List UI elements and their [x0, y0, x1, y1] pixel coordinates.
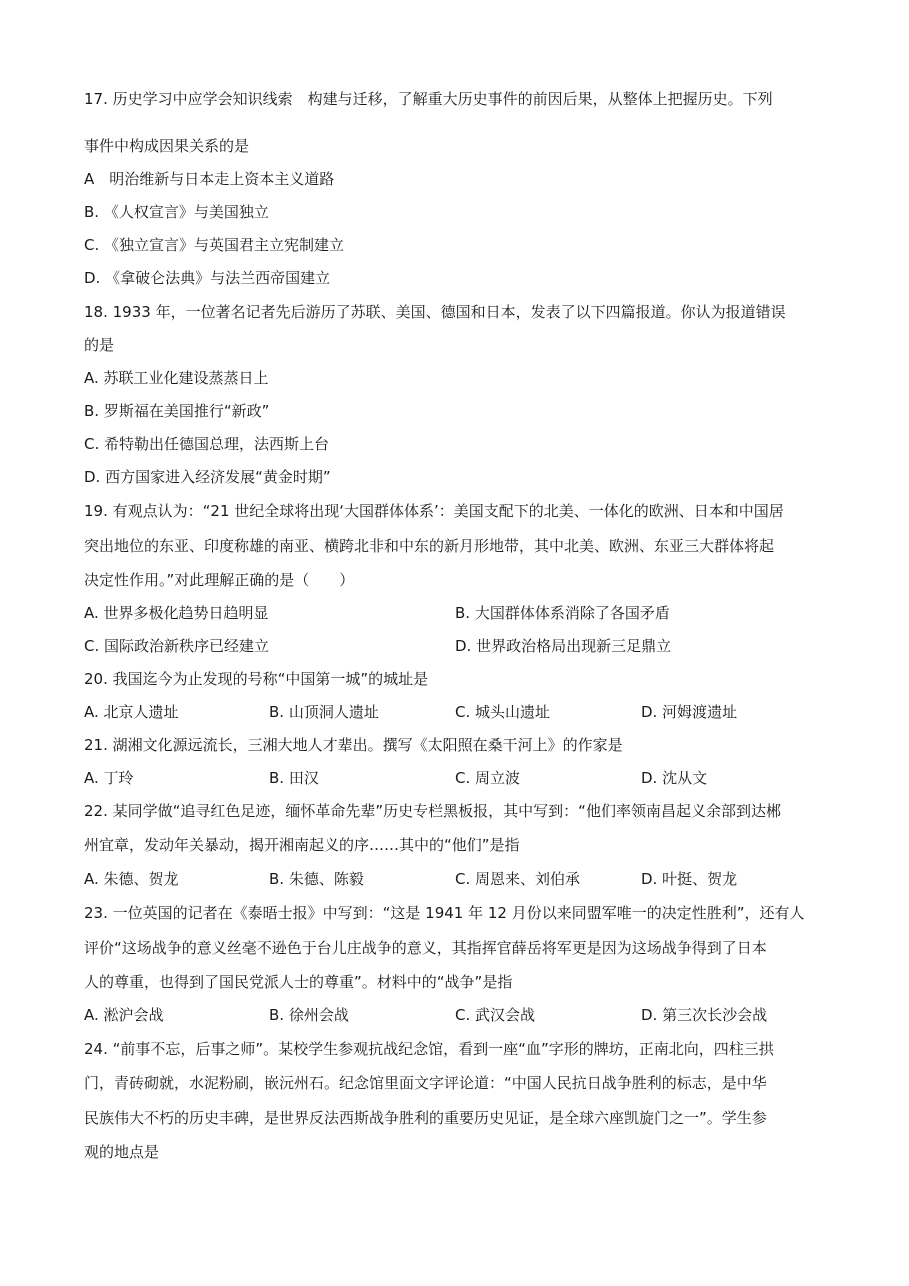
question-18-option-c: C. 希特勒出任德国总理，法西斯上台 [84, 435, 330, 453]
question-23-option-b: B. 徐州会战 [269, 1006, 349, 1024]
question-17-line-1: 17. 历史学习中应学会知识线索 构建与迁移，了解重大历史事件的前因后果，从整体上把握历史。下列 [84, 90, 773, 108]
question-22-option-b: B. 朱德、陈毅 [269, 870, 364, 888]
question-20-option-d: D. 河姆渡遗址 [641, 703, 738, 721]
question-18-line-1: 18. 1933 年，一位著名记者先后游历了苏联、美国、德国和日本，发表了以下四篇报道。你认为报道错误 [84, 303, 786, 321]
question-19-option-c: C. 国际政治新秩序已经建立 [84, 637, 270, 655]
question-21-option-d: D. 沈从文 [641, 769, 708, 787]
question-18-option-a: A. 苏联工业化建设蒸蒸日上 [84, 369, 269, 387]
question-19-line-2: 突出地位的东亚、印度称雄的南亚、横跨北非和中东的新月形地带，其中北美、欧洲、东亚三大群体将起 [84, 537, 775, 555]
question-22-option-a: A. 朱德、贺龙 [84, 870, 179, 888]
question-18-option-d: D. 西方国家进入经济发展“黄金时期” [84, 468, 331, 486]
question-21-option-a: A. 丁玲 [84, 769, 134, 787]
question-23-option-d: D. 第三次长沙会战 [641, 1006, 768, 1024]
question-17-option-d: D. 《拿破仑法典》与法兰西帝国建立 [84, 269, 331, 287]
question-24-line-1: 24. “前事不忘，后事之师”。某校学生参观抗战纪念馆，看到一座“血”字形的牌坊，正南北向，四柱三拱 [84, 1040, 774, 1058]
question-23-line-1: 23. 一位英国的记者在《泰晤士报》中写到：“这是 1941 年 12 月份以来同盟军唯一的决定性胜利”，还有人 [84, 904, 805, 922]
question-17-option-a: A 明治维新与日本走上资本主义道路 [84, 170, 335, 188]
question-23-option-c: C. 武汉会战 [455, 1006, 536, 1024]
question-24-line-3: 民族伟大不朽的历史丰碑，是世界反法西斯战争胜利的重要历史见证，是全球六座凯旋门之一”。学生参 [84, 1109, 767, 1127]
question-19-line-1: 19. 有观点认为：“21 世纪全球将出现‘大国群体体系’：美国支配下的北美、一体化的欧洲、日本和中国居 [84, 502, 784, 520]
question-19-line-3: 决定性作用。”对此理解正确的是（ ） [84, 571, 355, 589]
question-19-option-d: D. 世界政治格局出现新三足鼎立 [455, 637, 672, 655]
question-21-option-c: C. 周立波 [455, 769, 521, 787]
question-22-option-d: D. 叶挺、贺龙 [641, 870, 738, 888]
question-23-line-3: 人的尊重，也得到了国民党派人士的尊重”。材料中的“战争”是指 [84, 973, 513, 991]
question-23-line-2: 评价“这场战争的意义丝毫不逊色于台儿庄战争的意义，其指挥官薛岳将军更是因为这场战争得到了日本 [84, 939, 767, 957]
question-22-line-2: 州宜章，发动年关暴动，揭开湘南起义的序……其中的“他们”是指 [84, 836, 520, 854]
question-23-option-a: A. 淞沪会战 [84, 1006, 164, 1024]
question-24-line-2: 门，青砖砌就，水泥粉刷，嵌沅州石。纪念馆里面文字评论道：“中国人民抗日战争胜利的标志，是中华 [84, 1074, 767, 1092]
question-17-line-2: 事件中构成因果关系的是 [84, 137, 250, 155]
question-18-option-b: B. 罗斯福在美国推行“新政” [84, 402, 270, 420]
question-22-line-1: 22. 某同学做“追寻红色足迹，缅怀革命先辈”历史专栏黑板报，其中写到：“他们率领南昌起义余部到达郴 [84, 802, 781, 820]
question-24-line-4: 观的地点是 [84, 1143, 160, 1161]
question-19-option-b: B. 大国群体体系消除了各国矛盾 [455, 604, 670, 622]
question-21-option-b: B. 田汉 [269, 769, 319, 787]
question-20-option-a: A. 北京人遗址 [84, 703, 179, 721]
question-22-option-c: C. 周恩来、刘伯承 [455, 870, 581, 888]
question-17-option-b: B. 《人权宣言》与美国独立 [84, 203, 269, 221]
question-20-line-1: 20. 我国迄今为止发现的号称“中国第一城”的城址是 [84, 670, 429, 688]
question-20-option-c: C. 城头山遗址 [455, 703, 551, 721]
question-18-line-2: 的是 [84, 336, 115, 354]
question-20-option-b: B. 山顶洞人遗址 [269, 703, 379, 721]
question-19-option-a: A. 世界多极化趋势日趋明显 [84, 604, 269, 622]
question-17-option-c: C. 《独立宣言》与英国君主立宪制建立 [84, 236, 345, 254]
question-21-line-1: 21. 湖湘文化源远流长，三湘大地人才辈出。撰写《太阳照在桑干河上》的作家是 [84, 736, 623, 754]
